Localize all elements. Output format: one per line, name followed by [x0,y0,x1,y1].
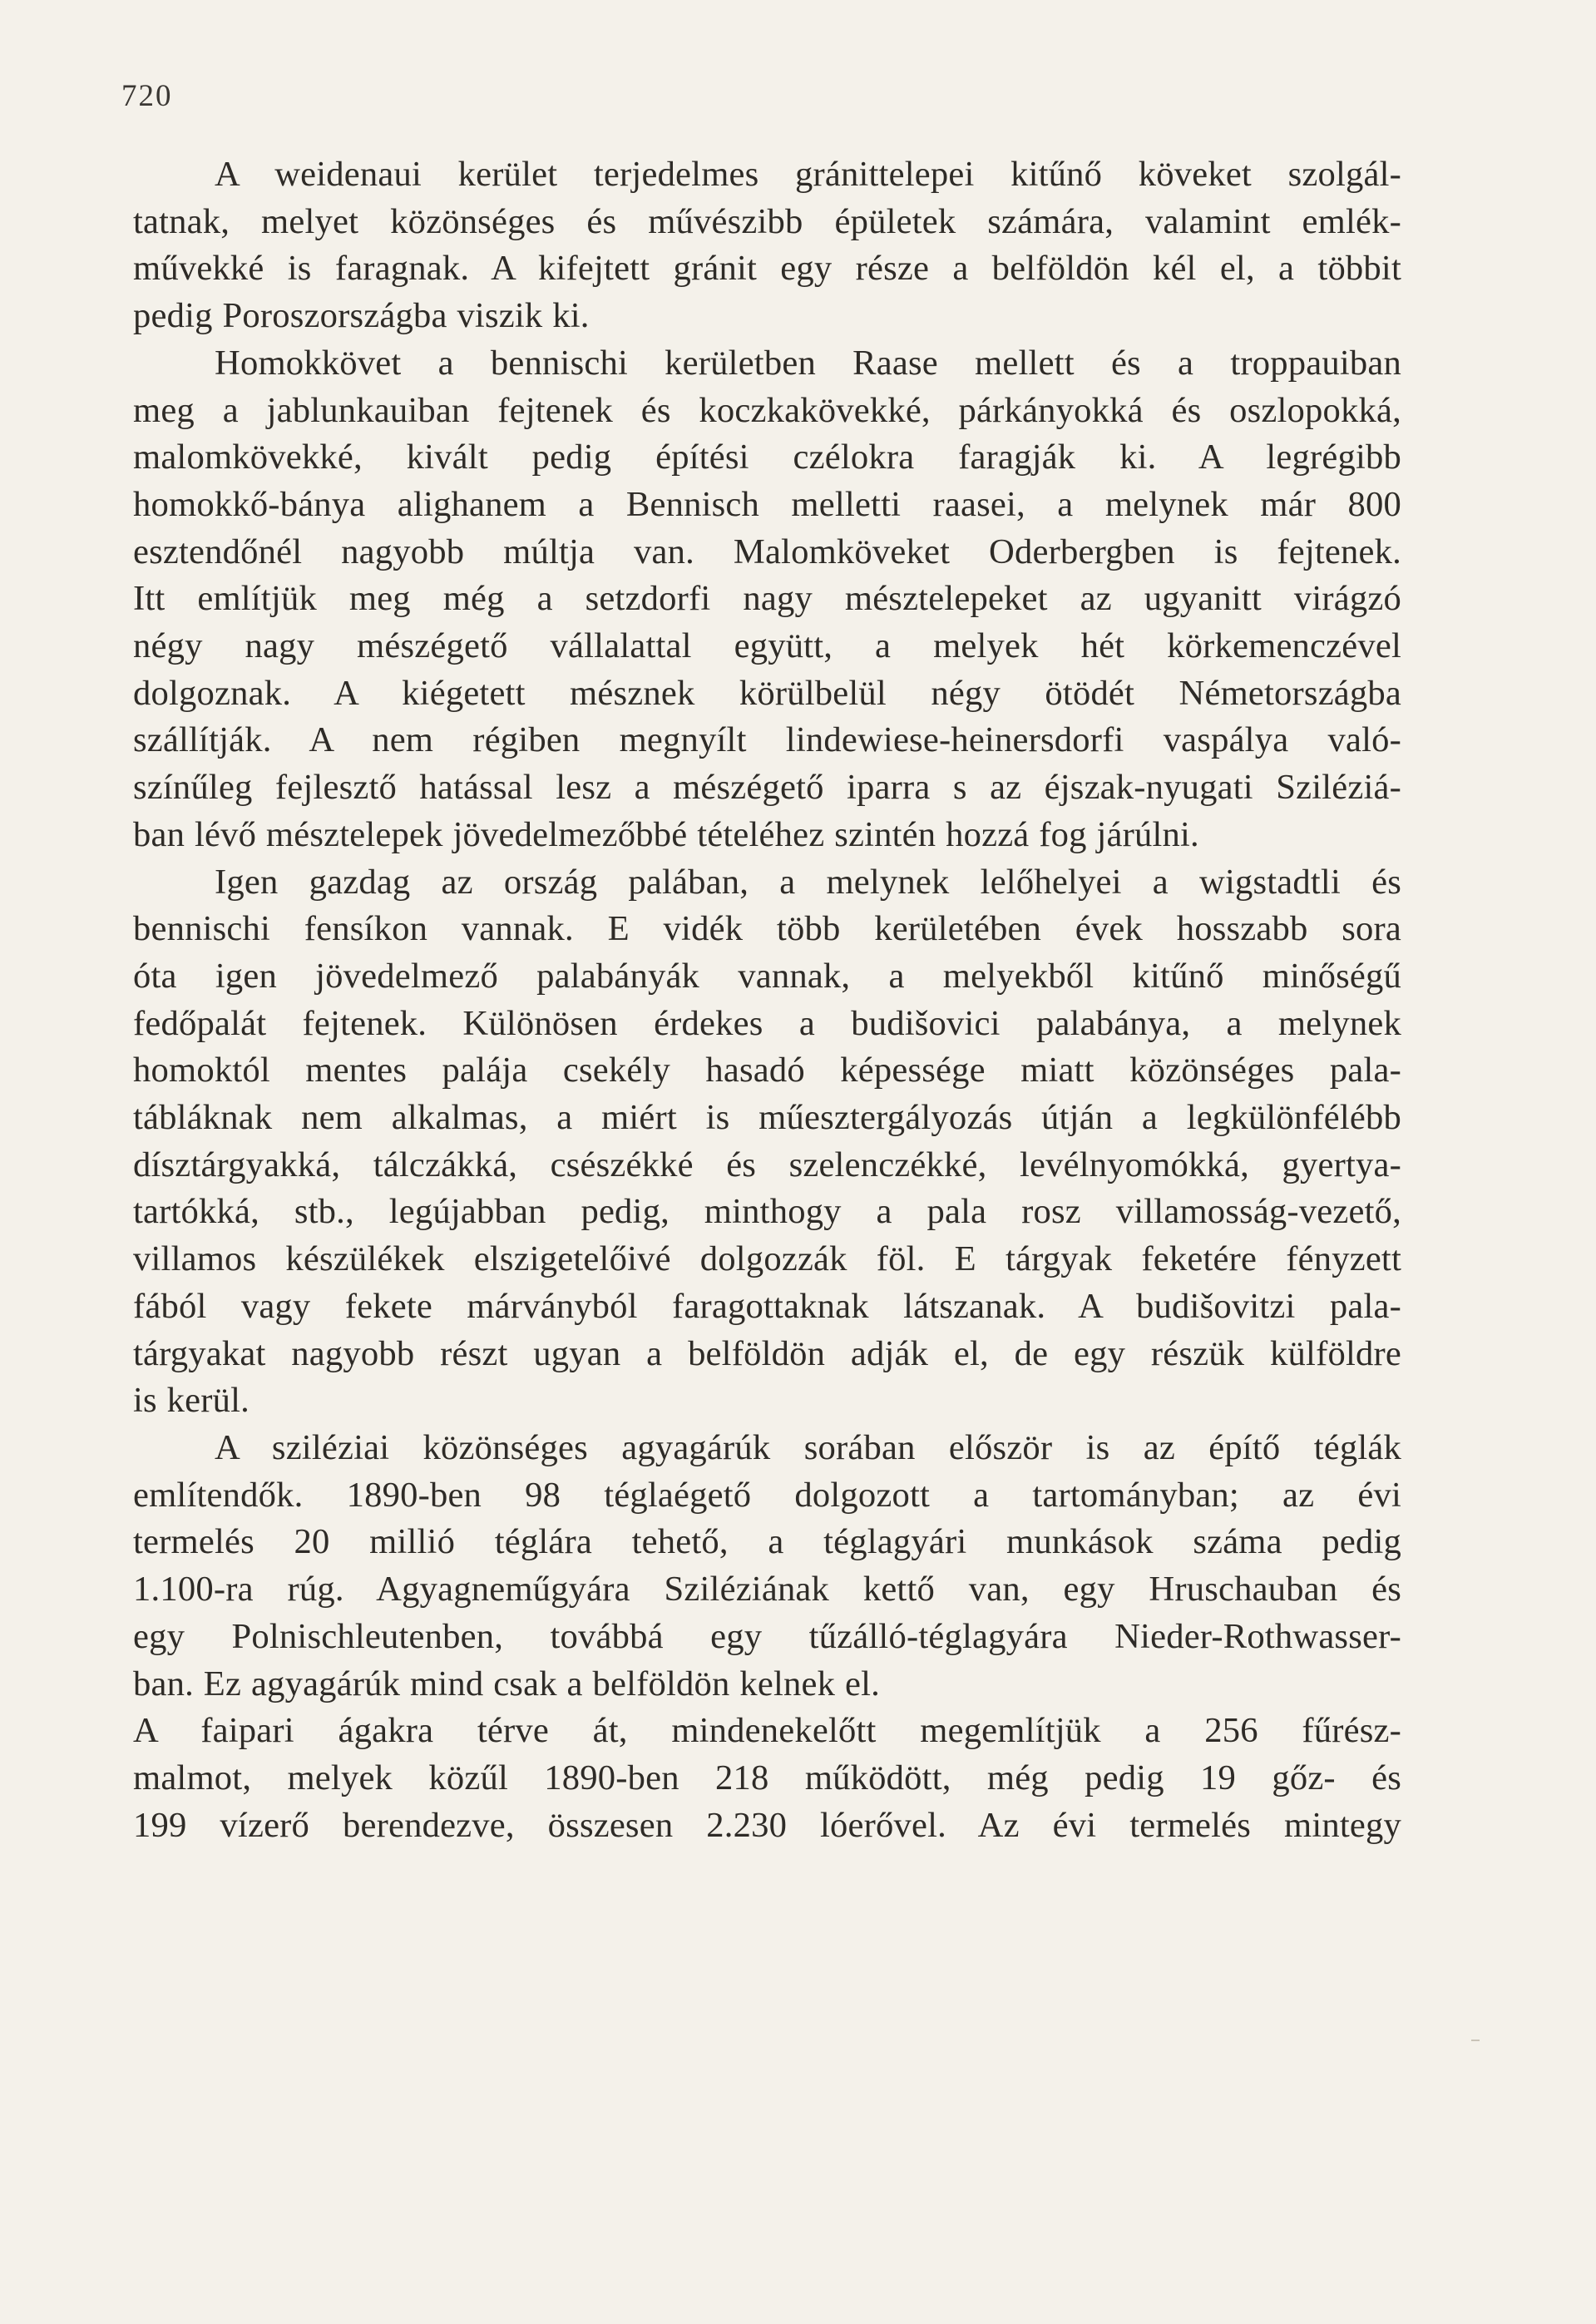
text-line: villamos készülékek elszigetelőivé dolgozzák föl. E tárgyak feketére fényzett [133,1239,1401,1279]
text-line: művekké is faragnak. A kifejtett gránit egy része a belföldön kél el, a többit [133,249,1401,289]
text-line: említendők. 1890-ben 98 téglaégető dolgozott a tartományban; az évi [133,1475,1401,1515]
text-line: szállítják. A nem régiben megnyílt lindewiese-heinersdorfi vaspálya való- [133,720,1401,760]
text-line: A sziléziai közönséges agyagárúk sorában először is az építő téglák [215,1427,1401,1467]
text-line: tartókká, stb., legújabban pedig, minthogy a pala rosz villamosság-vezető, [133,1192,1401,1232]
text-line: óta igen jövedelmező palabányák vannak, a melyekből kitűnő minőségű [133,956,1401,996]
text-line: homoktól mentes palája csekély hasadó képessége miatt közönséges pala- [133,1051,1401,1090]
body-text [133,151,1401,1849]
text-line: homokkő-bánya alighanem a Bennisch melletti raasei, a melynek már 800 [133,484,1401,524]
text-line: dolgoznak. A kiégetett mésznek körülbelül négy ötödét Németországba [133,673,1401,713]
text-line: fedőpalát fejtenek. Különösen érdekes a budišovici palabánya, a melynek [133,1003,1401,1043]
text-line: színűleg fejlesztő hatással lesz a mészégető iparra s az éjszak-nyugati Sziléziá- [133,768,1401,808]
text-line: tatnak, melyet közönséges és művészibb épületek számára, valamint emlék- [133,201,1401,241]
text-line: bennischi fensíkon vannak. E vidék több kerületében évek hosszabb sora [133,909,1401,949]
page-number: 720 [121,79,173,113]
text-line: malmot, melyek közűl 1890-ben 218 működött, még pedig 19 gőz- és [133,1758,1401,1797]
text-line: ban lévő mésztelepek jövedelmezőbbé tételéhez szintén hozzá fog járúlni. [133,814,1199,854]
text-line: fából vagy fekete márványból faragottaknak látszanak. A budišovitzi pala- [133,1286,1401,1326]
text-line: pedig Poroszországba viszik ki. [133,296,590,336]
text-line: Igen gazdag az ország palában, a melynek lelőhelyei a wigstadtli és [215,862,1401,902]
text-line: dísztárgyakká, tálczákká, csészékké és szelenczékké, levélnyomókká, gyertya- [133,1145,1401,1184]
text-line: is kerül. [133,1381,250,1421]
text-line: A weidenaui kerület terjedelmes gránittelepei kitűnő köveket szolgál- [215,155,1401,194]
text-line: malomkövekké, kivált pedig építési czélokra faragják ki. A legrégibb [133,438,1401,477]
text-line: 1.100-ra rúg. Agyagneműgyára Sziléziának kettő van, egy Hruschauban és [133,1570,1401,1609]
text-line: tábláknak nem alkalmas, a miért is műesztergályozás útján a legkülönfélébb [133,1098,1401,1138]
text-line: négy nagy mészégető vállalattal együtt, a melyek hét körkemenczével [133,626,1401,666]
text-line: Homokkövet a bennischi kerületben Raase mellett és a troppauiban [215,343,1401,383]
text-line: ban. Ez agyagárúk mind csak a belföldön kelnek el. [133,1664,880,1703]
text-line: 199 vízerő berendezve, összesen 2.230 lóerővel. Az évi termelés mintegy [133,1805,1401,1845]
text-line: tárgyakat nagyobb részt ugyan a belföldön adják el, de egy részük külföldre [133,1333,1401,1373]
text-line: Itt említjük meg még a setzdorfi nagy mésztelepeket az ugyanitt virágzó [133,579,1401,619]
text-line: A faipari ágakra térve át, mindenekelőtt megemlítjük a 256 fűrész- [133,1711,1401,1751]
text-line: meg a jablunkauiban fejtenek és koczkakövekké, párkányokká és oszlopokká, [133,390,1401,430]
page-mark [1471,2040,1480,2041]
text-line: egy Polnischleutenben, továbbá egy tűzálló-téglagyára Nieder-Rothwasser- [133,1616,1401,1656]
text-line: esztendőnél nagyobb múltja van. Malomköveket Oderbergben is fejtenek. [133,532,1401,571]
text-line: termelés 20 millió téglára tehető, a téglagyári munkások száma pedig [133,1522,1401,1562]
